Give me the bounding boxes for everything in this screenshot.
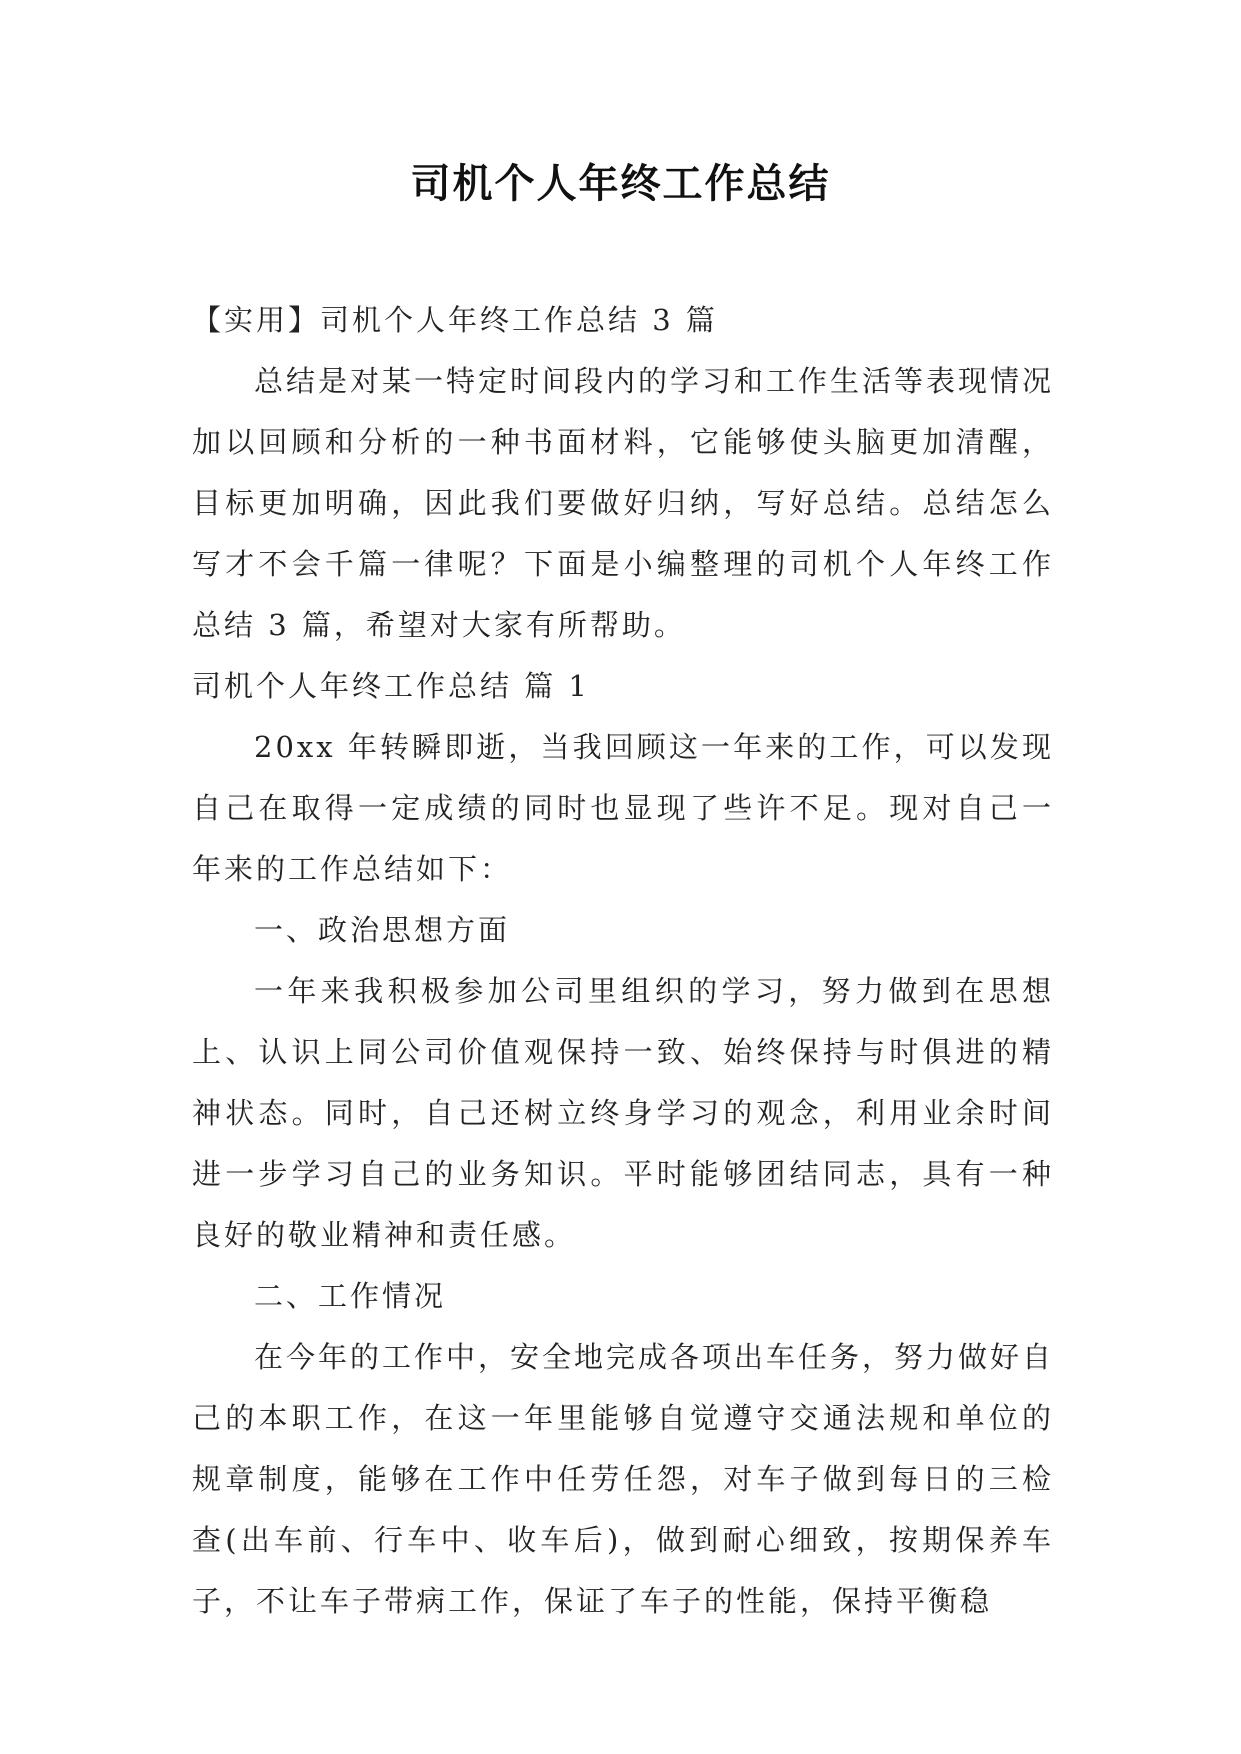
paragraph-work: 在今年的工作中，安全地完成各项出车任务，努力做好自己的本职工作，在这一年里能够自觉遵守交通法规和单位的规章制度，能够在工作中任劳任怨，对车子做到每日的三检查(出车前、行车中、收车后)，做到耐心细致，按期保养车子，不让车子带病工作，保证了车子的性能，保持平衡稳 [192, 1340, 1055, 1618]
section-heading: 司机个人年终工作总结 篇 1 [192, 669, 590, 703]
subheading-work: 二、工作情况 [254, 1279, 447, 1313]
document-title: 司机个人年终工作总结 [410, 161, 831, 207]
intro-paragraph: 总结是对某一特定时间段内的学习和工作生活等表现情况加以回顾和分析的一种书面材料，它能够使头脑更加清醒，目标更加明确，因此我们要做好归纳，写好总结。总结怎么写才不会千篇一律呢？下面是小编整理的司机个人年终工作总结 3 篇，希望对大家有所帮助。 [192, 364, 1055, 642]
section-intro-paragraph: 20xx 年转瞬即逝，当我回顾这一年来的工作，可以发现自己在取得一定成绩的同时也显现了些许不足。现对自己一年来的工作总结如下： [192, 730, 1054, 886]
subheading-political: 一、政治思想方面 [254, 913, 511, 947]
intro-heading: 【实用】司机个人年终工作总结 3 篇 [192, 303, 718, 337]
document-body [192, 290, 1054, 1632]
paragraph-political: 一年来我积极参加公司里组织的学习，努力做到在思想上、认识上同公司价值观保持一致、始终保持与时俱进的精神状态。同时，自己还树立终身学习的观念，利用业余时间进一步学习自己的业务知识。平时能够团结同志，具有一种良好的敬业精神和责任感。 [192, 974, 1054, 1252]
